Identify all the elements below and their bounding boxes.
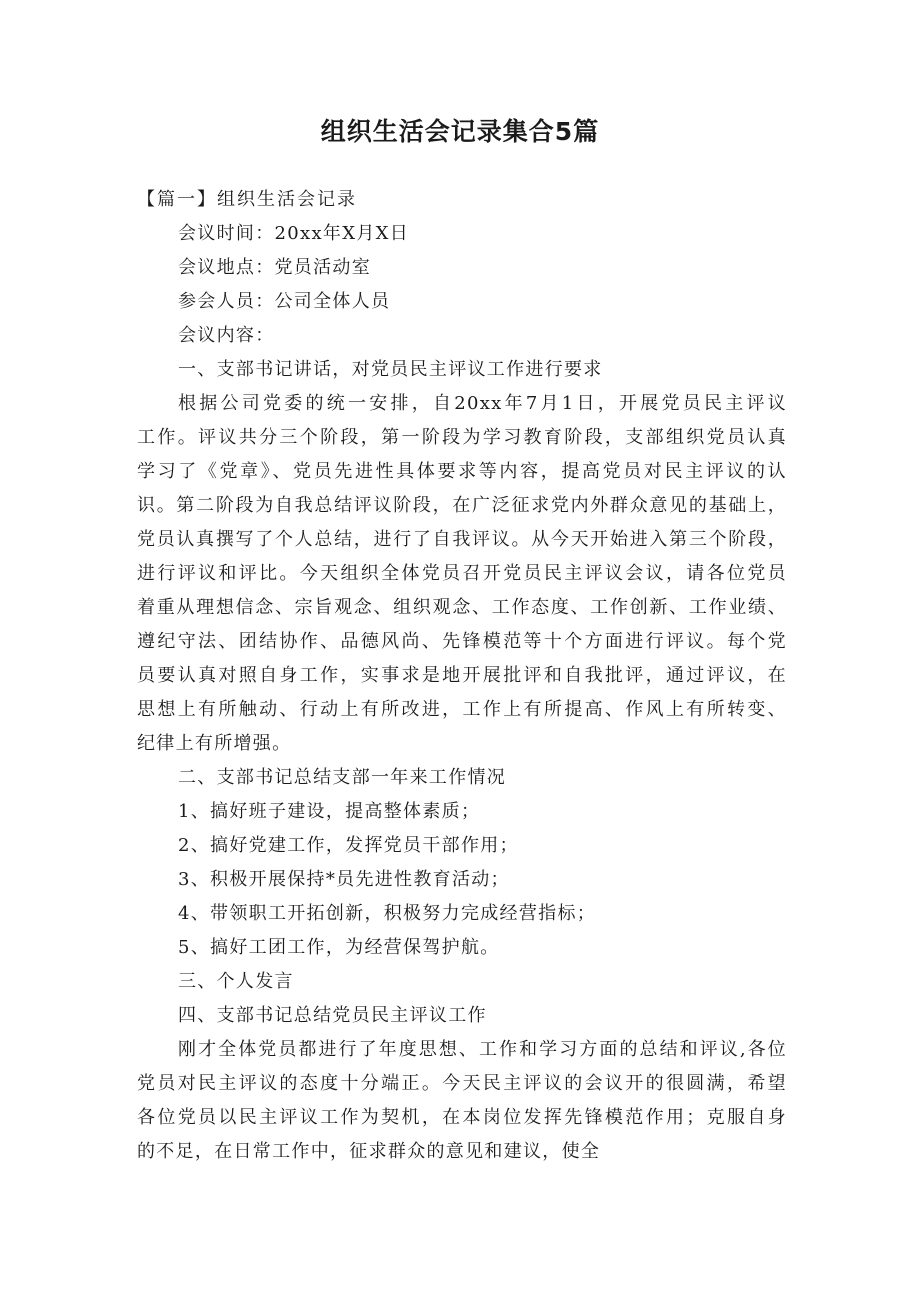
list-item: 5、搞好工团工作，为经营保驾护航。 xyxy=(178,937,500,958)
list-item: 1、搞好班子建设，提高整体素质； xyxy=(178,801,481,822)
meeting-content-label: 会议内容： xyxy=(178,325,275,346)
meeting-place: 会议地点：党员活动室 xyxy=(178,257,371,278)
paragraph-line: 工作。评议共分三个阶段，第一阶段为学习教育阶段，支部组织党员认真 xyxy=(137,427,787,448)
paragraph-two xyxy=(137,1033,787,1169)
paragraph-line: 进行评议和评比。今天组织全体党员召开党员民主评议会议，请各位党员 xyxy=(137,563,787,584)
document-title: 组织生活会记录集合5篇 xyxy=(320,117,600,146)
paragraph-line: 纪律上有所增强。 xyxy=(137,733,292,754)
list-item: 4、带领职工开拓创新，积极努力完成经营指标； xyxy=(178,903,597,924)
document-body xyxy=(137,183,787,1169)
paragraph-line: 各位党员以民主评议工作为契机，在本岗位发挥先锋模范作用；克服自身 xyxy=(137,1107,787,1128)
section-heading: 【篇一】组织生活会记录 xyxy=(137,189,357,210)
paragraph-line: 党员对民主评议的态度十分端正。今天民主评议的会议开的很圆满，希望 xyxy=(137,1073,787,1094)
item-three-heading: 三、个人发言 xyxy=(178,971,294,992)
meeting-time: 会议时间：20xx年X月X日 xyxy=(178,223,410,244)
paragraph-line: 着重从理想信念、宗旨观念、组织观念、工作态度、工作创新、工作业绩、 xyxy=(137,597,787,618)
list-item: 2、搞好党建工作，发挥党员干部作用； xyxy=(178,835,519,856)
attendees: 参会人员：公司全体人员 xyxy=(178,291,391,312)
paragraph-line: 学习了《党章》、党员先进性具体要求等内容，提高党员对民主评议的认 xyxy=(137,461,787,482)
paragraph-line: 刚才全体党员都进行了年度思想、工作和学习方面的总结和评议,各位 xyxy=(178,1039,787,1060)
paragraph-line: 员要认真对照自身工作，实事求是地开展批评和自我批评，通过评议，在 xyxy=(137,665,787,686)
paragraph-line: 党员认真撰写了个人总结，进行了自我评议。从今天开始进入第三个阶段， xyxy=(137,529,787,550)
item-one-heading: 一、支部书记讲话，对党员民主评议工作进行要求 xyxy=(178,359,603,380)
paragraph-one xyxy=(137,387,787,761)
paragraph-line: 识。第二阶段为自我总结评议阶段，在广泛征求党内外群众意见的基础上， xyxy=(137,495,787,516)
paragraph-line: 根据公司党委的统一安排，自20xx年7月1日，开展党员民主评议 xyxy=(178,393,787,414)
paragraph-line: 遵纪守法、团结协作、品德风尚、先锋模范等十个方面进行评议。每个党 xyxy=(137,631,787,652)
list-item: 3、积极开展保持*员先进性教育活动； xyxy=(178,869,510,890)
paragraph-line: 的不足，在日常工作中，征求群众的意见和建议，使全 xyxy=(137,1141,601,1162)
paragraph-line: 思想上有所触动、行动上有所改进，工作上有所提高、作风上有所转变、 xyxy=(137,699,787,720)
item-two-heading: 二、支部书记总结支部一年来工作情况 xyxy=(178,767,507,788)
item-four-heading: 四、支部书记总结党员民主评议工作 xyxy=(178,1005,487,1026)
